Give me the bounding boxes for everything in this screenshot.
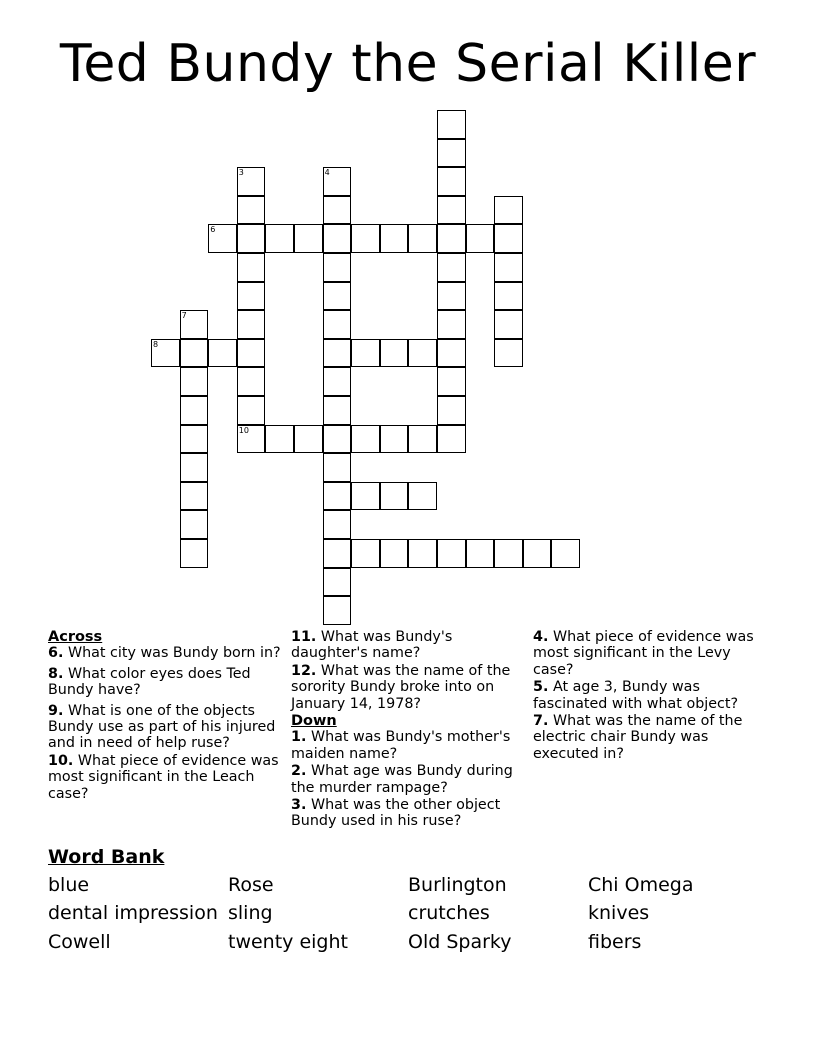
clue-number-label: 4	[324, 168, 330, 178]
grid-cell[interactable]	[180, 310, 209, 339]
word-bank-heading: Word Bank	[48, 846, 165, 868]
grid-cell[interactable]	[323, 539, 352, 568]
clue-text: What piece of evidence was most significant in the Levy case?	[533, 629, 754, 678]
grid-cell[interactable]	[437, 396, 466, 425]
down-clue-7	[533, 713, 773, 762]
clue-number-label: 8	[153, 339, 159, 349]
grid-cell[interactable]	[523, 539, 552, 568]
grid-cell[interactable]	[437, 282, 466, 311]
across-clue-11	[291, 629, 523, 662]
grid-cell[interactable]	[151, 339, 180, 368]
grid-cell[interactable]	[237, 310, 266, 339]
clue-number-label: 3	[238, 168, 244, 178]
grid-cell[interactable]	[237, 282, 266, 311]
grid-cell[interactable]	[180, 367, 209, 396]
grid-cell[interactable]	[494, 310, 523, 339]
grid-cell[interactable]	[351, 224, 380, 253]
across-clue-6	[48, 645, 286, 661]
grid-cell[interactable]	[437, 539, 466, 568]
across-clue-12	[291, 663, 523, 712]
clue-text: What color eyes does Ted Bundy have?	[48, 665, 251, 699]
grid-cell[interactable]	[494, 539, 523, 568]
grid-cell[interactable]	[294, 425, 323, 454]
grid-cell[interactable]	[323, 253, 352, 282]
grid-cell[interactable]	[323, 282, 352, 311]
grid-cell[interactable]	[437, 367, 466, 396]
puzzle-title: Ted Bundy the Serial Killer	[59, 34, 757, 94]
grid-cell[interactable]	[437, 253, 466, 282]
grid-cell[interactable]	[323, 196, 352, 225]
grid-cell[interactable]	[180, 539, 209, 568]
down-clue-1	[291, 729, 523, 762]
grid-cell[interactable]	[208, 224, 237, 253]
grid-cell[interactable]	[323, 310, 352, 339]
clue-text: What piece of evidence was most significant in the Leach case?	[48, 752, 279, 802]
down-heading: Down	[291, 713, 337, 730]
word-bank-item: Burlington	[408, 874, 507, 896]
grid-cell[interactable]	[323, 482, 352, 511]
word-bank-item: dental impression	[48, 902, 218, 924]
grid-cell[interactable]	[408, 224, 437, 253]
word-bank-item: twenty eight	[228, 931, 348, 953]
clue-number: 10.	[48, 752, 74, 769]
grid-cell[interactable]	[323, 167, 352, 196]
word-bank-item: Chi Omega	[588, 874, 694, 896]
grid-cell[interactable]	[323, 596, 352, 625]
grid-cell[interactable]	[237, 367, 266, 396]
clue-number: 7.	[533, 713, 549, 730]
clues-column-1	[48, 629, 286, 803]
grid-cell[interactable]	[323, 396, 352, 425]
grid-cell[interactable]	[351, 539, 380, 568]
clue-number-label: 10	[238, 425, 249, 435]
clue-text: What was the name of the electric chair Bundy was executed in?	[533, 713, 743, 762]
grid-cell[interactable]	[437, 425, 466, 454]
grid-cell[interactable]	[494, 224, 523, 253]
grid-cell[interactable]	[180, 482, 209, 511]
clue-text: What was the name of the sorority Bundy broke into on January 14, 1978?	[291, 662, 511, 712]
grid-cell[interactable]	[237, 167, 266, 196]
clue-number-label: 6	[210, 225, 216, 235]
grid-cell[interactable]	[437, 139, 466, 168]
word-bank-item: Rose	[228, 874, 274, 896]
clue-number: 9.	[48, 702, 64, 719]
across-clue-9	[48, 703, 286, 752]
clue-number: 1.	[291, 729, 307, 746]
grid-cell[interactable]	[380, 482, 409, 511]
grid-cell[interactable]	[180, 510, 209, 539]
grid-cell[interactable]	[180, 425, 209, 454]
clue-text: What city was Bundy born in?	[67, 645, 281, 662]
clue-text: At age 3, Bundy was fascinated with what object?	[533, 679, 739, 712]
word-bank-item: blue	[48, 874, 90, 896]
clue-number: 11.	[291, 629, 317, 645]
grid-cell[interactable]	[380, 425, 409, 454]
grid-cell[interactable]	[437, 339, 466, 368]
word-bank-item: Old Sparky	[408, 931, 512, 953]
clues-column-2	[291, 629, 523, 831]
grid-cell[interactable]	[265, 425, 294, 454]
grid-cell[interactable]	[323, 453, 352, 482]
down-clue-4	[533, 629, 773, 678]
grid-cell[interactable]	[180, 339, 209, 368]
grid-cell[interactable]	[237, 253, 266, 282]
grid-cell[interactable]	[208, 339, 237, 368]
word-bank-item: crutches	[408, 902, 490, 924]
clue-number: 2.	[291, 763, 307, 780]
clue-number-label: 7	[181, 311, 187, 321]
clues-column-3	[533, 629, 773, 763]
across-clue-8	[48, 666, 286, 699]
grid-cell[interactable]	[494, 196, 523, 225]
grid-cell[interactable]	[323, 339, 352, 368]
grid-cell[interactable]	[351, 482, 380, 511]
grid-cell[interactable]	[380, 339, 409, 368]
down-clue-5	[533, 679, 773, 712]
grid-cell[interactable]	[494, 339, 523, 368]
grid-cell[interactable]	[437, 310, 466, 339]
clue-text: What age was Bundy during the murder rampage?	[291, 763, 513, 796]
clue-text: What was Bundy's daughter's name?	[291, 629, 453, 662]
grid-cell[interactable]	[237, 396, 266, 425]
word-bank-item: fibers	[588, 931, 642, 953]
grid-cell[interactable]	[323, 510, 352, 539]
grid-cell[interactable]	[294, 224, 323, 253]
clue-number: 6.	[48, 645, 64, 662]
grid-cell[interactable]	[237, 339, 266, 368]
across-heading: Across	[48, 629, 103, 645]
grid-cell[interactable]	[380, 224, 409, 253]
grid-cell[interactable]	[180, 396, 209, 425]
grid-cell[interactable]	[408, 425, 437, 454]
grid-cell[interactable]	[437, 167, 466, 196]
grid-cell[interactable]	[437, 196, 466, 225]
clue-number: 4.	[533, 629, 549, 645]
grid-cell[interactable]	[551, 539, 580, 568]
grid-cell[interactable]	[351, 425, 380, 454]
grid-cell[interactable]	[380, 539, 409, 568]
grid-cell[interactable]	[323, 425, 352, 454]
grid-cell[interactable]	[237, 224, 266, 253]
down-clue-3	[291, 797, 523, 830]
clue-number: 3.	[291, 797, 307, 814]
clue-text: What was the other object Bundy used in his ruse?	[291, 797, 501, 830]
word-bank-item: sling	[228, 902, 273, 924]
grid-cell[interactable]	[408, 482, 437, 511]
grid-cell[interactable]	[437, 224, 466, 253]
grid-cell[interactable]	[351, 339, 380, 368]
grid-cell[interactable]	[265, 224, 294, 253]
grid-cell[interactable]	[323, 367, 352, 396]
grid-cell[interactable]	[408, 539, 437, 568]
word-bank-item: Cowell	[48, 931, 111, 953]
down-clue-2	[291, 763, 523, 796]
grid-cell[interactable]	[466, 224, 495, 253]
grid-cell[interactable]	[323, 568, 352, 597]
grid-cell[interactable]	[180, 453, 209, 482]
clue-number: 5.	[533, 679, 549, 696]
grid-cell[interactable]	[323, 224, 352, 253]
grid-cell[interactable]	[237, 196, 266, 225]
grid-cell[interactable]	[437, 110, 466, 139]
grid-cell[interactable]	[494, 253, 523, 282]
clue-number: 12.	[291, 662, 317, 679]
grid-cell[interactable]	[237, 425, 266, 454]
grid-cell[interactable]	[408, 339, 437, 368]
clue-number: 8.	[48, 665, 64, 682]
grid-cell[interactable]	[494, 282, 523, 311]
across-clue-10	[48, 753, 286, 802]
word-bank-item: knives	[588, 902, 650, 924]
clue-text: What is one of the objects Bundy use as part of his injured and in need of help ruse?	[48, 702, 276, 752]
grid-cell[interactable]	[466, 539, 495, 568]
clue-text: What was Bundy's mother's maiden name?	[291, 729, 511, 762]
